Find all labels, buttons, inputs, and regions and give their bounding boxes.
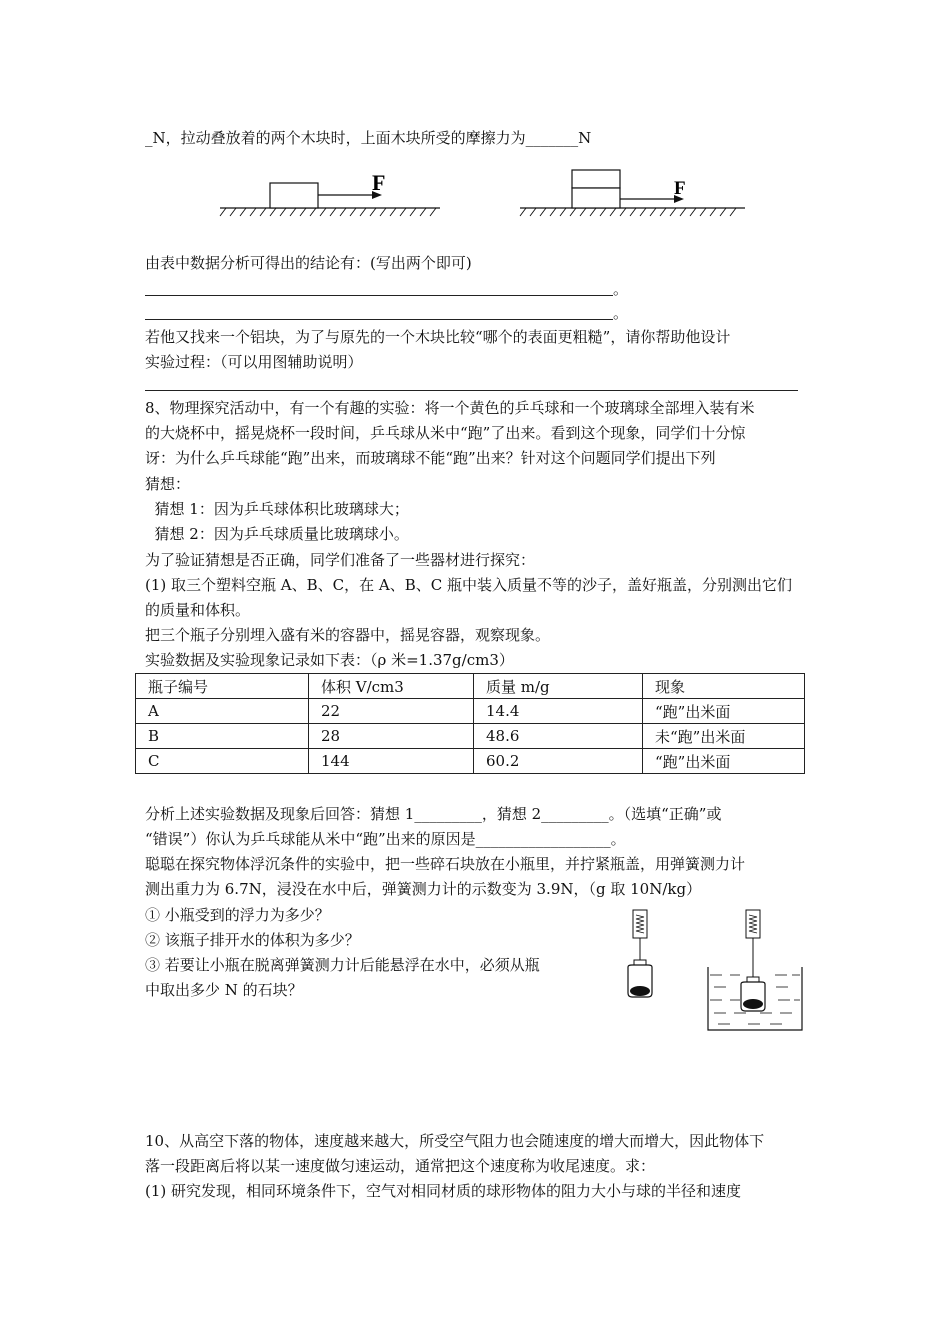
- hypothesis-1: 猜想 1：因为乒乓球体积比玻璃球大；: [145, 500, 409, 518]
- table-cell: “跑”出米面: [643, 749, 805, 774]
- stacked-block-bottom: [572, 188, 620, 208]
- table-header-row: [136, 674, 805, 699]
- blank-2-end: 。: [613, 304, 629, 322]
- conclusion-prompt: 由表中数据分析可得出的结论有：(写出两个即可): [145, 254, 472, 272]
- table-row: [136, 699, 805, 724]
- table-cell: 28: [309, 724, 474, 749]
- table-header: 体积 V/cm3: [309, 674, 474, 699]
- table-cell: 48.6: [474, 724, 643, 749]
- friction-answer-line: _N，拉动叠放着的两个木块时，上面木块所受的摩擦力为_______N: [145, 129, 592, 147]
- table-cell: 144: [309, 749, 474, 774]
- q9-line-1: 聪聪在探究物体浮沉条件的实验中，把一些碎石块放在小瓶里，并拧紧瓶盖，用弹簧测力计: [145, 855, 746, 873]
- stacked-block-top: [572, 170, 620, 188]
- q9-item-3-cont: 中取出多少 N 的石块？: [145, 981, 303, 999]
- q9-item-3: ③ 若要让小瓶在脱离弹簧测力计后能悬浮在水中，必须从瓶: [145, 956, 540, 974]
- spring-scale-right: [741, 910, 765, 1011]
- table-cell: “跑”出米面: [643, 699, 805, 724]
- stones-icon: [743, 999, 763, 1009]
- q8-answer-line-1: 分析上述实验数据及现象后回答：猜想 1_________，猜想 2_________。（选填“正确”或: [145, 805, 722, 823]
- stones-icon: [630, 986, 650, 996]
- q8-line: 为了验证猜想是否正确，同学们准备了一些器材进行探究：: [145, 551, 536, 569]
- table-cell: A: [136, 699, 309, 724]
- q8-answer-line-2: “错误”）你认为乒乓球能从米中“跑”出来的原因是__________________。: [145, 830, 626, 848]
- friction-diagram: [200, 160, 760, 220]
- q10-line: 落一段距离后将以某一速度做匀速运动，通常把这个速度称为收尾速度。求：: [145, 1157, 656, 1175]
- table-row: [136, 724, 805, 749]
- force-label: F: [372, 170, 386, 195]
- ground-left: [220, 208, 440, 216]
- wood-block: [270, 183, 318, 208]
- q8-line: 的大烧杯中，摇晃烧杯一段时间，乒乓球从米中“跑”了出来。看到这个现象，同学们十分惊: [145, 424, 746, 442]
- design-answer-line: [145, 390, 798, 391]
- q10-line: 10、从高空下落的物体，速度越来越大，所受空气阻力也会随速度的增大而增大，因此物体下: [145, 1132, 765, 1150]
- hypothesis-2: 猜想 2：因为乒乓球质量比玻璃球小。: [145, 525, 409, 543]
- table-cell: C: [136, 749, 309, 774]
- spring-scale-diagram: [610, 905, 820, 1035]
- q8-line: 猜想：: [145, 475, 191, 493]
- ground-right: [520, 208, 745, 216]
- q9-item-1: ① 小瓶受到的浮力为多少？: [145, 906, 330, 924]
- q8-line: 讶：为什么乒乓球能“跑”出来，而玻璃球不能“跑”出来？针对这个问题同学们提出下列: [145, 449, 716, 467]
- spring-scale-left: [628, 910, 652, 997]
- table-header: 现象: [643, 674, 805, 699]
- table-cell: 22: [309, 699, 474, 724]
- table-row: [136, 749, 805, 774]
- answer-blank-2: [145, 303, 628, 323]
- table-caption: 实验数据及实验现象记录如下表：（ρ 米=1.37g/cm3）: [145, 651, 514, 669]
- design-line-1: 若他又找来一个铝块，为了与原先的一个木块比较“哪个的表面更粗糙”，请你帮助他设计: [145, 328, 731, 346]
- blank-1-end: 。: [613, 280, 629, 298]
- q9-item-2: ② 该瓶子排开水的体积为多少？: [145, 931, 360, 949]
- experiment-table: [135, 673, 805, 774]
- q8-line: 8、物理探究活动中，有一个有趣的实验：将一个黄色的乒乓球和一个玻璃球全部埋入装有米: [145, 399, 755, 417]
- q8-line: 的质量和体积。: [145, 601, 251, 619]
- q9-line-2: 测出重力为 6.7N，浸没在水中后，弹簧测力计的示数变为 3.9N，（g 取 10N/kg）: [145, 880, 702, 898]
- q8-line: 把三个瓶子分别埋入盛有米的容器中，摇晃容器，观察现象。: [145, 626, 551, 644]
- table-header: 质量 m/g: [474, 674, 643, 699]
- q8-line: (1) 取三个塑料空瓶 A、B、C，在 A、B、C 瓶中装入质量不等的沙子，盖好瓶盖，分别测出它们: [145, 576, 792, 594]
- design-line-2: 实验过程：（可以用图辅助说明）: [145, 353, 363, 371]
- table-cell: 未“跑”出米面: [643, 724, 805, 749]
- table-cell: 14.4: [474, 699, 643, 724]
- force-label: F: [674, 178, 686, 199]
- table-cell: 60.2: [474, 749, 643, 774]
- table-cell: B: [136, 724, 309, 749]
- q10-line: (1) 研究发现，相同环境条件下，空气对相同材质的球形物体的阻力大小与球的半径和速度: [145, 1182, 742, 1200]
- table-header: 瓶子编号: [136, 674, 309, 699]
- answer-blank-1: [145, 279, 628, 299]
